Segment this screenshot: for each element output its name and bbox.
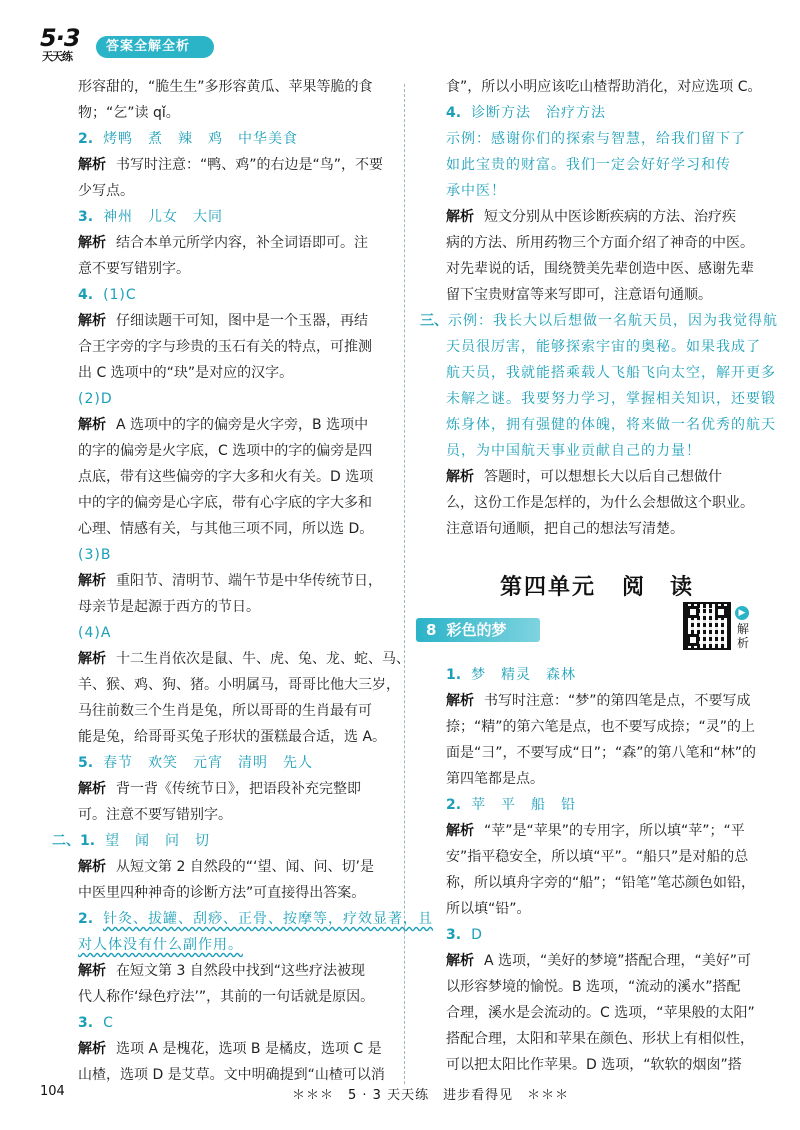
text-line: [420, 152, 758, 178]
body-text: 合理，溪水是会流动的。C 选项，“苹果般的太阳”: [446, 1005, 755, 1021]
text-line: [420, 256, 758, 282]
text-line: [52, 152, 394, 178]
answer-text: (1)C: [103, 287, 137, 303]
text-line: [52, 542, 394, 568]
text-line: [52, 620, 394, 646]
text-line: [420, 308, 778, 334]
answer-text: 未解之谜。我要努力学习，掌握相关知识，还要锻: [446, 391, 776, 407]
text-line: [52, 464, 394, 490]
analysis-tag: 解析: [446, 693, 474, 709]
page-number: 104: [40, 1084, 65, 1099]
text-line: [420, 386, 776, 412]
body-text: “苹”是“苹果”的专用字，所以填“苹”；“平: [484, 823, 745, 839]
text-line: [420, 126, 758, 152]
text-line: [420, 948, 758, 974]
answer-text: 针灸、拔罐、刮痧、正骨、按摩等，疗效显著，且: [103, 911, 434, 927]
body-text: 称，所以填舟字旁的“船”；“铅笔”笔芯颜色如铅，: [446, 875, 756, 891]
text-line: [52, 386, 394, 412]
lesson-number: 8: [426, 621, 437, 639]
qr-label: 解析: [737, 622, 750, 650]
question-number: 4.: [446, 105, 462, 121]
body-text: 搭配合理，太阳和苹果在颜色、形状上有相似性，: [446, 1031, 754, 1047]
brand-logo: [40, 24, 98, 64]
text-line: [52, 334, 394, 360]
body-text: 山楂，选项 D 是艾草。文中明确提到“山楂可以消: [78, 1067, 385, 1083]
footer-slogan: ＊＊＊ 5 · 3 天天练 进步看得见 ＊＊＊: [292, 1088, 570, 1103]
body-text: A 选项中的字的偏旁是火字旁，B 选项中: [116, 417, 369, 433]
answer-text: 如此宝贵的财富。我们一定会好好学习和传: [446, 157, 731, 173]
body-text: 答题时，可以想想长大以后自己想做什: [484, 469, 722, 485]
body-text: 第四笔都是点。: [446, 771, 544, 787]
text-line: [52, 74, 394, 100]
text-line: [52, 438, 394, 464]
text-line: [420, 662, 758, 688]
text-line: [52, 1010, 394, 1036]
qr-corner-marker: [687, 606, 699, 618]
text-line: [420, 438, 758, 464]
body-text: 以形容梦境的愉悦。B 选项，“流动的溪水”搭配: [446, 979, 741, 995]
question-number: 4.: [78, 287, 94, 303]
body-text: 病的方法、所用药物三个方面介绍了神奇的中医。: [446, 235, 754, 251]
unit-title: [500, 570, 694, 601]
body-text: 中医里四种神奇的诊断方法”可直接得出答案。: [78, 885, 366, 901]
answer-text: 望 闻 问 切: [105, 833, 211, 849]
body-text: A 选项，“美好的梦境”搭配合理，“美好”可: [484, 953, 752, 969]
body-text: 对先辈说的话，围绕赞美先辈创造中医、感谢先辈: [446, 261, 754, 277]
answer-text: 示例：感谢你们的探索与智慧，给我们留下了: [446, 131, 746, 147]
column-divider: [404, 84, 405, 1084]
question-number: 2.: [78, 131, 94, 147]
text-line: [52, 126, 394, 152]
text-line: [52, 880, 394, 906]
text-line: [420, 714, 758, 740]
body-text: 从短文第 2 自然段的“‘望、闻、问、切’是: [116, 859, 374, 875]
lesson-title: 彩色的梦: [446, 621, 507, 639]
body-text: 书写时注意：“梦”的第四笔是点，不要写成: [484, 693, 751, 709]
logo-sub-text: 天天练: [42, 50, 72, 63]
text-line: [420, 922, 758, 948]
qr-corner-marker: [715, 606, 727, 618]
text-line: [52, 672, 400, 698]
body-text: 在短文第 3 自然段中找到“这些疗法被现: [116, 963, 366, 979]
question-number: 3.: [78, 1015, 94, 1031]
lesson-banner: [416, 618, 540, 642]
text-line: [420, 204, 758, 230]
body-text: 母亲节是起源于西方的节日。: [78, 599, 260, 615]
answer-text: D: [471, 927, 483, 943]
body-text: 面是“彐”，不要写成“日”；“森”的第八笔和“林”的: [446, 745, 757, 761]
text-line: [52, 568, 394, 594]
text-line: [420, 464, 758, 490]
qr-code-icon[interactable]: [683, 602, 731, 650]
text-line: [420, 1000, 758, 1026]
answer-text: 神州 儿女 大同: [103, 209, 224, 225]
body-text: 短文分别从中医诊断疾病的方法、治疗疾: [484, 209, 736, 225]
analysis-tag: 解析: [78, 313, 106, 329]
body-text: 的字的偏旁是火字底，C 选项中的字的偏旁是四: [78, 443, 373, 459]
analysis-tag: 解析: [78, 417, 106, 433]
text-line: [420, 516, 758, 542]
text-line: [420, 74, 762, 100]
analysis-tag: 解析: [446, 469, 474, 485]
body-text: 仔细读题干可知，图中是一个玉器，再结: [116, 313, 368, 329]
body-text: 出 C 选项中的“玦”是对应的汉字。: [78, 365, 294, 381]
text-line: [52, 204, 394, 230]
text-line: [420, 178, 758, 204]
text-line: [420, 896, 758, 922]
text-line: [420, 1026, 758, 1052]
text-line: [52, 646, 410, 672]
text-line: [420, 412, 776, 438]
text-line: [420, 360, 776, 386]
analysis-tag: 解析: [78, 235, 106, 251]
question-number: 2.: [78, 911, 94, 927]
answer-text: (2)D: [78, 391, 113, 407]
text-line: [420, 766, 758, 792]
text-line: [420, 282, 758, 308]
logo-main-text: 5·3: [40, 24, 80, 52]
question-number: 3.: [78, 209, 94, 225]
answer-text: (4)A: [78, 625, 112, 641]
text-line: [52, 1036, 394, 1062]
right-column-top: [420, 74, 778, 542]
text-line: [52, 308, 394, 334]
answer-text: 梦 精灵 森林: [471, 667, 577, 683]
analysis-tag: 解析: [446, 953, 474, 969]
answer-text: 承中医！: [446, 183, 506, 199]
body-text: 捺；“精”的第六笔是点，也不要写成捺；“灵”的上: [446, 719, 756, 735]
question-number: 1.: [446, 667, 462, 683]
answer-text: 春节 欢笑 元宵 清明 先人: [103, 755, 314, 771]
question-number: 3.: [446, 927, 462, 943]
analysis-tag: 解析: [78, 157, 106, 173]
body-text: 心理、情感有关，与其他三项不同，所以选 D。: [78, 521, 374, 537]
text-line: [52, 230, 394, 256]
text-line: [420, 1052, 758, 1078]
body-text: 合王字旁的字与珍贵的玉石有关的特点，可推测: [78, 339, 372, 355]
body-text: 可。注意不要写错别字。: [78, 807, 232, 823]
qr-corner-marker: [687, 634, 699, 646]
analysis-tag: 解析: [78, 963, 106, 979]
question-number: 1.: [80, 833, 96, 849]
analysis-tag: 解析: [446, 823, 474, 839]
unit-title-main: 第四单元: [500, 575, 597, 600]
text-line: [52, 932, 394, 958]
answer-text: 炼身体，拥有强健的体魄，将来做一名优秀的航天: [446, 417, 776, 433]
body-text: 能是兔，给哥哥买兔子形状的蛋糕最合适，选 A。: [78, 729, 387, 745]
answer-text: 示例：我长大以后想做一名航天员，因为我觉得航: [448, 313, 778, 329]
answer-text: C: [103, 1015, 114, 1031]
body-text: 物；“乞”读 qǐ。: [78, 105, 180, 121]
text-line: [52, 594, 394, 620]
text-line: [420, 334, 761, 360]
body-text: 中的字的偏旁是心字底，带有心字底的字大多和: [78, 495, 372, 511]
body-text: 少写点。: [78, 183, 134, 199]
body-text: 所以填“铅”。: [446, 901, 531, 917]
body-text: 十二生肖依次是鼠、牛、虎、兔、龙、蛇、马、: [116, 651, 410, 667]
text-line: [420, 974, 758, 1000]
analysis-tag: 解析: [78, 859, 106, 875]
analysis-tag: 解析: [78, 573, 106, 589]
body-text: 结合本单元所学内容，补全词语即可。注: [116, 235, 368, 251]
text-line: [52, 256, 394, 282]
text-line: [420, 100, 758, 126]
text-line: [52, 282, 394, 308]
body-text: 可以把太阳比作苹果。D 选项，“软软的烟囱”搭: [446, 1057, 742, 1073]
body-text: 形容甜的，“脆生生”多形容黄瓜、苹果等脆的食: [78, 79, 373, 95]
answer-text: 天员很厉害，能够探索宇宙的奥秘。如果我成了: [446, 339, 761, 355]
text-line: [52, 412, 394, 438]
body-text: 重阳节、清明节、端午节是中华传统节日，: [116, 573, 382, 589]
answer-text: 对人体没有什么副作用。: [78, 937, 243, 953]
answer-text: (3)B: [78, 547, 112, 563]
body-text: 意不要写错别字。: [78, 261, 190, 277]
text-line: [52, 984, 394, 1010]
text-line: [420, 490, 758, 516]
unit-title-sub: 阅 读: [622, 575, 695, 600]
text-line: [52, 906, 434, 932]
body-text: 马往前数三个生肖是兔，所以哥哥的生肖最有可: [78, 703, 372, 719]
text-line: [420, 230, 758, 256]
text-line: [52, 854, 394, 880]
body-text: 书写时注意：“鸭、鸡”的右边是“鸟”，不要: [116, 157, 384, 173]
text-line: [420, 688, 758, 714]
body-text: 么，这份工作是怎样的，为什么会想做这个职业。: [446, 495, 754, 511]
body-text: 代人称作‘绿色疗法’”，其前的一句话就是原因。: [78, 989, 375, 1005]
text-line: [52, 360, 394, 386]
body-text: 背一背《传统节日》，把语段补充完整即: [116, 781, 361, 797]
text-line: [420, 792, 758, 818]
analysis-tag: 解析: [446, 209, 474, 225]
question-number: 2.: [446, 797, 462, 813]
analysis-tag: 解析: [78, 781, 106, 797]
body-text: 食”，所以小明应该吃山楂帮助消化，对应选项 C。: [446, 79, 762, 95]
text-line: [52, 698, 394, 724]
body-text: 注意语句通顺，把自己的想法写清楚。: [446, 521, 684, 537]
page-header: [0, 0, 800, 70]
text-line: [420, 818, 758, 844]
question-number: 5.: [78, 755, 94, 771]
text-line: [52, 828, 394, 854]
answer-text: 诊断方法 治疗方法: [471, 105, 607, 121]
body-text: 选项 A 是槐花，选项 B 是橘皮，选项 C 是: [116, 1041, 382, 1057]
body-text: 羊、猴、鸡、狗、猪。小明属马，哥哥比他大三岁，: [78, 677, 400, 693]
body-text: 点底，带有这些偏旁的字大多和火有关。D 选项: [78, 469, 374, 485]
text-line: [52, 516, 394, 542]
answer-text: 烤鸭 煮 辣 鸡 中华美食: [103, 131, 299, 147]
text-line: [420, 870, 758, 896]
answer-text: 苹 平 船 铅: [471, 797, 577, 813]
analysis-tag: 解析: [78, 651, 106, 667]
text-line: [420, 844, 758, 870]
text-line: [52, 724, 394, 750]
body-text: 安”指平稳安全，所以填“平”。“船只”是对船的总: [446, 849, 749, 865]
section-number: 二、: [52, 833, 80, 849]
text-line: [420, 740, 758, 766]
header-badge: 答案全解全析: [96, 36, 214, 58]
text-line: [52, 100, 394, 126]
answer-text: 员，为中国航天事业贡献自己的力量！: [446, 443, 701, 459]
text-line: [52, 776, 394, 802]
body-text: 留下宝贵财富等来写即可，注意语句通顺。: [446, 287, 712, 303]
text-line: [52, 958, 394, 984]
left-column: [52, 74, 434, 1088]
answer-text: 航天员，我就能搭乘载人飞船飞向太空，解开更多: [446, 365, 776, 381]
analysis-tag: 解析: [78, 1041, 106, 1057]
text-line: [52, 490, 394, 516]
play-arrow-icon: ▶: [735, 606, 749, 620]
right-column-bottom: [420, 662, 758, 1078]
text-line: [52, 178, 394, 204]
text-line: [52, 750, 394, 776]
text-line: [52, 802, 394, 828]
section-number: 三、: [420, 313, 448, 329]
